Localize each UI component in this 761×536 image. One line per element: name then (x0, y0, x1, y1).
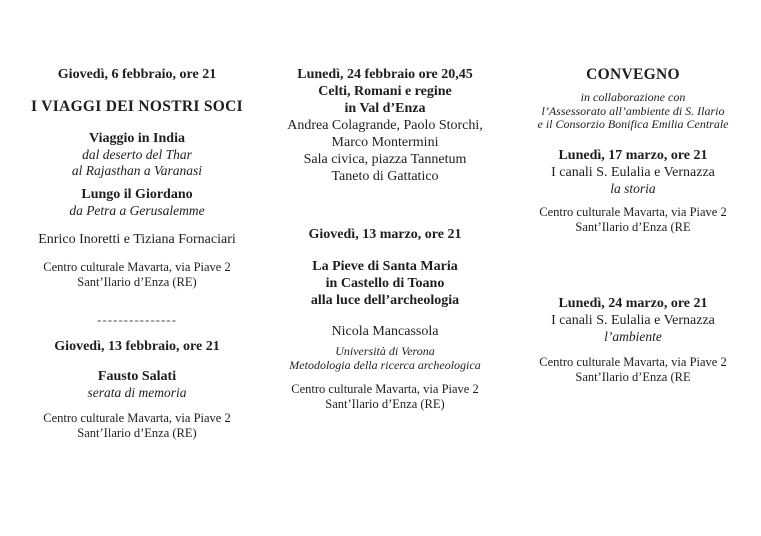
date-giovedi-6-febbraio (27, 66, 247, 83)
event-lungo-il-giordano (27, 186, 247, 219)
text-line-series: I VIAGGI DEI NOSTRI SOCI (31, 98, 243, 115)
text-line-smallitalic: Metodologia della ricerca archeologica (289, 357, 481, 372)
text-line-title: Celti, Romani e regine (318, 84, 452, 99)
text-line-body: Sala civica, piazza Tannetum (303, 152, 467, 167)
text-line-smallitalic: l’Assessorato all’ambiente di S. Ilario (541, 103, 725, 118)
text-line-title: Fausto Salati (97, 369, 177, 384)
text-line-body: I canali S. Eulalia e Vernazza (551, 312, 715, 328)
text-line-venue: Sant’Ilario d’Enza (RE (575, 369, 691, 384)
text-line-smallitalic: in collaborazione con (580, 90, 686, 104)
event-celti-romani-regine (272, 66, 498, 185)
text-line-italic: serata di memoria (87, 385, 187, 400)
date-giovedi-13-marzo (272, 226, 498, 243)
text-line-venue: Centro culturale Mavarta, via Piave 2 (43, 260, 231, 274)
divider-dashes (27, 312, 247, 327)
event-fausto-salati (27, 368, 247, 401)
text-line-date: Giovedì, 13 marzo, ore 21 (308, 227, 462, 242)
speaker-nicola-mancassola (272, 323, 498, 340)
text-line-date: Giovedì, 6 febbraio, ore 21 (57, 67, 217, 82)
text-line-italic: dal deserto del Thar (82, 147, 192, 162)
text-line-body: I canali S. Eulalia e Vernazza (551, 164, 715, 180)
text-line-italic: al Rajasthan a Varanasi (71, 163, 203, 178)
text-line-italic: la storia (610, 180, 656, 196)
speakers-inoretti-fornaciari (27, 231, 247, 248)
text-line-date: Lunedì, 24 marzo, ore 21 (558, 295, 708, 311)
text-line-venue: Sant’Ilario d’Enza (RE (575, 219, 691, 234)
text-line-title: La Pieve di Santa Maria (312, 259, 458, 274)
venue-mavarta-1 (27, 260, 247, 290)
text-line-divider: --------------- (97, 312, 177, 327)
series-title (27, 98, 247, 116)
text-line-date: Giovedì, 13 febbraio, ore 21 (54, 339, 220, 354)
text-line-title: in Castello di Toano (325, 276, 445, 291)
text-line-body: Taneto di Gattatico (331, 169, 439, 184)
text-line-venue: Sant’Ilario d’Enza (RE) (325, 397, 445, 411)
event-viaggio-in-india (27, 130, 247, 179)
convegno-collaboration (522, 91, 744, 132)
text-line-italic: l’ambiente (604, 328, 662, 344)
column-right (522, 66, 744, 385)
text-line-title: Lungo il Giordano (81, 187, 193, 202)
date-giovedi-13-febbraio (27, 338, 247, 355)
text-line-title: in Val d’Enza (344, 101, 426, 116)
event-canali-la-storia (522, 147, 744, 197)
event-canali-ambiente (522, 295, 744, 345)
text-line-title: Viaggio in India (89, 131, 185, 146)
text-line-date: Lunedì, 24 febbraio ore 20,45 (297, 67, 473, 82)
column-left (27, 66, 247, 441)
text-line-body: Enrico Inoretti e Tiziana Fornaciari (38, 232, 236, 247)
text-line-smallitalic: e il Consorzio Bonifica Emilia Centrale (537, 117, 729, 131)
text-line-title: alla luce dell’archeologia (310, 293, 460, 308)
text-line-date: Lunedì, 17 marzo, ore 21 (558, 147, 708, 163)
venue-mavarta-2 (27, 411, 247, 441)
text-line-series: CONVEGNO (586, 66, 680, 83)
text-line-venue: Sant’Ilario d’Enza (RE) (77, 275, 197, 289)
text-line-smallitalic: Università di Verona (335, 344, 435, 358)
text-line-body: Andrea Colagrande, Paolo Storchi, (287, 118, 483, 133)
text-line-body: Nicola Mancassola (331, 324, 439, 339)
convegno-heading (522, 66, 744, 84)
text-line-venue: Centro culturale Mavarta, via Piave 2 (539, 204, 727, 219)
venue-mavarta-3 (272, 382, 498, 412)
event-pieve-santa-maria (272, 258, 498, 309)
venue-mavarta-5 (522, 355, 744, 385)
text-line-body: Marco Montermini (331, 135, 439, 150)
text-line-italic: da Petra a Gerusalemme (69, 203, 205, 218)
speaker-affiliation (272, 345, 498, 372)
column-middle (272, 66, 498, 412)
text-line-venue: Sant’Ilario d’Enza (RE) (77, 426, 197, 440)
text-line-venue: Centro culturale Mavarta, via Piave 2 (291, 382, 479, 396)
text-line-venue: Centro culturale Mavarta, via Piave 2 (43, 411, 231, 425)
venue-mavarta-4 (522, 205, 744, 235)
text-line-venue: Centro culturale Mavarta, via Piave 2 (539, 354, 727, 369)
